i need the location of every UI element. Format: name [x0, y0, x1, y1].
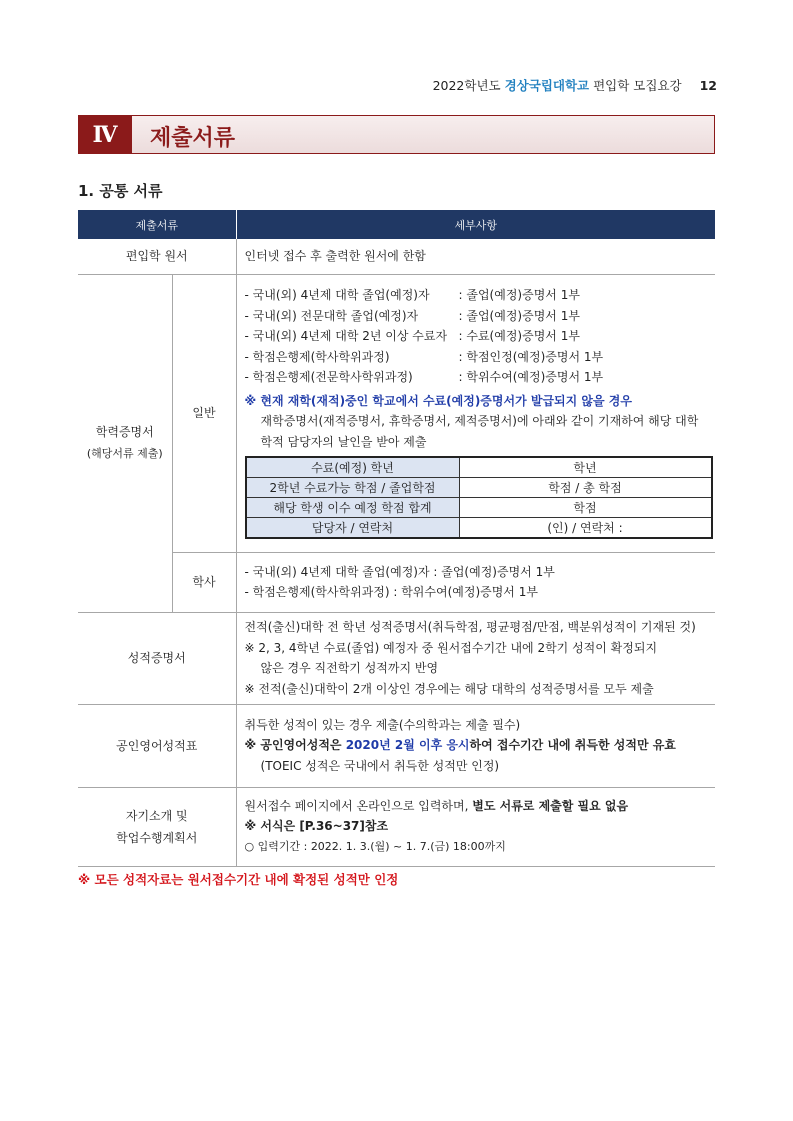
footnote: ※ 모든 성적자료는 원서접수기간 내에 확정된 성적만 인정 [78, 872, 399, 887]
intro-label: 자기소개 및 학업수행계획서 [78, 787, 236, 866]
list-item: - 국내(외) 4년제 대학 2년 이상 수료자 : 수료(예정)증명서 1부 [244, 329, 580, 343]
list-item: 전적(출신)대학 전 학년 성적증명서(취득학점, 평균평점/만점, 백분위성적이 기재된 것) [244, 620, 696, 634]
intro-detail [236, 787, 715, 866]
list-item: 않은 경우 직전학기 성적까지 반영 [260, 661, 439, 675]
section-title: 제출서류 [150, 126, 236, 151]
english-detail [236, 704, 715, 787]
list-item: ※ 서식은 [P.36~37]참조 [244, 819, 389, 834]
table-row [78, 704, 715, 787]
list-item: - 학점은행제(전문학사학위과정) : 학위수여(예정)증명서 1부 [244, 370, 604, 384]
application-label: 편입학 원서 [78, 239, 236, 274]
list-item: ※ 2, 3, 4학년 수료(졸업) 예정자 중 원서접수기간 내에 2학기 성적이 확정되지 [244, 640, 658, 655]
degree-label-note: (해당서류 제출) [86, 447, 163, 460]
header-documents: 제출서류 [78, 210, 236, 239]
header-suffix: 편입학 모집요강 [593, 78, 682, 93]
english-label: 공인영어성적표 [78, 704, 236, 787]
list-item: - 국내(외) 4년제 대학 졸업(예정)자 : 졸업(예정)증명서 1부 [244, 564, 555, 579]
page-number: 12 [699, 78, 717, 93]
transcript-label: 성적증명서 [78, 612, 236, 704]
section-number: Ⅳ [78, 115, 132, 154]
general-label: 일반 [172, 274, 236, 552]
bachelor-label: 학사 [172, 552, 236, 612]
table-row [78, 612, 715, 704]
list-item: 취득한 성적이 있는 경우 제출(수의학과는 제출 필수) [244, 717, 521, 732]
table-row [78, 552, 715, 612]
general-note-line: 재학증명서(재적증명서, 휴학증명서, 제적증명서)에 아래와 같이 기재하여 해당 대학 [260, 414, 699, 428]
transcript-detail [236, 612, 715, 704]
application-detail: 인터넷 접수 후 출력한 원서에 한함 [236, 239, 715, 274]
subsection-title: 1. 공통 서류 [78, 182, 163, 200]
list-item: - 학점은행제(학사학위과정) : 학위수여(예정)증명서 1부 [244, 585, 538, 599]
header-details: 세부사항 [236, 210, 715, 239]
table-row: 담당자 / 연락처 (인) / 연락처 : [246, 518, 712, 539]
header-prefix: 2022학년도 [432, 78, 501, 93]
header-university: 경상국립대학교 [504, 78, 590, 93]
documents-table [78, 210, 715, 867]
certificate-fields-table [245, 456, 713, 539]
list-item: ○ 입력기간 : 2022. 1. 3.(월) ~ 1. 7.(금) 18:00까지 [244, 839, 506, 853]
list-item: ※ 전적(출신)대학이 2개 이상인 경우에는 해당 대학의 성적증명서를 모두 제출 [244, 681, 654, 696]
degree-label [78, 274, 172, 612]
list-item: - 국내(외) 4년제 대학 졸업(예정)자 : 졸업(예정)증명서 1부 [244, 288, 580, 302]
table-row [78, 787, 715, 866]
general-note-line: 학적 담당자의 날인을 받아 제출 [260, 434, 427, 449]
table-row: 해당 학생 이수 예정 학점 합계 학점 [246, 498, 712, 518]
table-row [78, 239, 715, 274]
list-item: - 학점은행제(학사학위과정) : 학점인정(예정)증명서 1부 [244, 349, 604, 364]
general-note-title: ※ 현재 재학(재적)중인 학교에서 수료(예정)증명서가 발급되지 않을 경우 [244, 393, 632, 408]
english-note: ※ 공인영어성적은 2020년 2월 이후 응시하여 접수기간 내에 취득한 성적만 유효 [244, 738, 676, 753]
table-row: 수료(예정) 학년 학년 [246, 457, 712, 478]
bachelor-detail [236, 552, 715, 612]
list-item: - 국내(외) 전문대학 졸업(예정)자 : 졸업(예정)증명서 1부 [244, 308, 580, 323]
page-header [433, 76, 717, 94]
section-banner [78, 115, 715, 154]
general-detail [236, 274, 715, 552]
list-item: 원서접수 페이지에서 온라인으로 입력하며, 별도 서류로 제출할 필요 없음 [244, 798, 629, 813]
table-row: 2학년 수료가능 학점 / 졸업학점 학점 / 총 학점 [246, 478, 712, 498]
degree-label-line: 학력증명서 [95, 425, 154, 439]
table-row [78, 274, 715, 552]
list-item: (TOEIC 성적은 국내에서 취득한 성적만 인정) [260, 758, 500, 773]
